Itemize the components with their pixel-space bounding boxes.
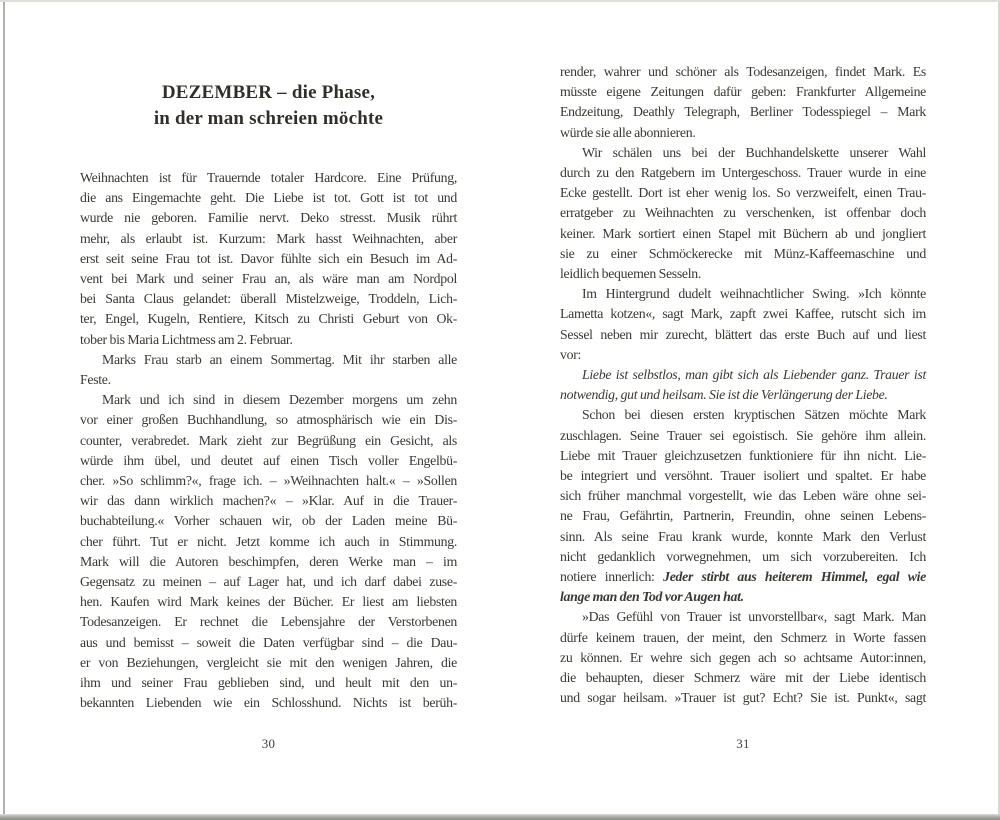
- text-line: [560, 143, 926, 163]
- text-segment: vor einer großen Buchhandlung, so atmosphärisch wie ein Dis-: [80, 412, 457, 428]
- text-line: [560, 405, 926, 425]
- text-line: [560, 82, 926, 102]
- text-segment: Mark will die Autoren beschimpfen, deren Werke man – im: [80, 553, 457, 569]
- text-line: [80, 431, 457, 451]
- text-line: [80, 511, 457, 531]
- text-line: [560, 466, 926, 486]
- text-line: [560, 203, 926, 223]
- text-segment: Todesanzeigen. Er rechnet die Lebensjahre der Verstorbenen: [80, 614, 457, 630]
- text-line: [80, 330, 457, 350]
- text-segment: ter, Engel, Kugeln, Rentiere, Kitsch zu Christi Geburt von Ok-: [80, 311, 457, 327]
- text-line: [80, 168, 457, 188]
- text-segment: aus und bemisst – soweit die Daten verfügbar sind – die Dau-: [80, 634, 457, 650]
- paragraph: [560, 284, 926, 365]
- text-segment: Marks Frau starb an einem Sommertag. Mit ihr starben alle: [102, 351, 457, 367]
- text-segment: notwendig, gut und heilsam. Sie ist die Verlängerung der Liebe.: [560, 387, 888, 403]
- text-segment: notiere innerlich:: [560, 569, 664, 585]
- text-segment: cher führt. Tut er nicht. Jetzt komme ich auch in Stimmung.: [80, 533, 457, 549]
- text-segment: Gegensatz zu meinen – auf Lager hat, und ich darf dabei zuse-: [80, 574, 457, 590]
- text-line: [560, 648, 926, 668]
- text-line: [560, 607, 926, 627]
- text-line: [560, 264, 926, 284]
- page-number-left: 30: [261, 736, 276, 751]
- text-line: [560, 325, 926, 345]
- text-segment: tober bis Maria Lichtmess am 2. Februar.: [80, 331, 293, 347]
- text-line: [560, 446, 926, 466]
- text-line: [80, 350, 457, 370]
- text-segment: counter, verabredet. Mark zieht zur Begrüßung ein Gesicht, als: [80, 432, 457, 448]
- text-segment: wurde nie geboren. Familie nervt. Deko stresst. Musik rührt: [80, 210, 457, 226]
- text-line: [80, 592, 457, 612]
- text-line: [560, 224, 926, 244]
- paragraph: [80, 168, 457, 350]
- page-edge-bottom: [0, 814, 1000, 820]
- text-line: [560, 385, 926, 405]
- text-segment: leidlich bequemen Sesseln.: [560, 266, 702, 282]
- text-segment: Liebe mit Trauer gleichzusetzen funktioniere für ihn nicht. Lie-: [560, 447, 926, 463]
- text-line: [80, 309, 457, 329]
- text-line: [560, 506, 926, 526]
- text-segment: Wir schälen uns bei der Buchhandelskette unserer Wahl: [582, 144, 926, 160]
- text-segment: Jeder stirbt aus heiterem Himmel, egal wie: [663, 569, 926, 585]
- page-edge-left: [3, 2, 5, 814]
- text-line: [560, 102, 926, 122]
- paragraph: [80, 390, 457, 713]
- page-edge-top: [0, 0, 1000, 2]
- paragraph: [560, 62, 926, 143]
- text-line: [560, 123, 926, 143]
- text-segment: nicht gedanklich vorwegnehmen, um sich vorzubereiten. Ich: [560, 548, 926, 564]
- paragraph: [560, 365, 926, 405]
- text-segment: die ans Eingemachte geht. Die Liebe ist tot. Gott ist tot und: [80, 190, 457, 206]
- text-segment: cher. »So schlimm?«, frage ich. – »Weihnachten halt.« – »Sollen: [80, 473, 457, 489]
- text-segment: mehr, als erlaubt ist. Kurzum: Mark hasst Weihnachten, aber: [80, 230, 457, 246]
- text-segment: würde ihm übel, und deutet auf einen Tisch voller Engelbü-: [80, 452, 457, 468]
- text-line: [80, 612, 457, 632]
- text-line: [80, 249, 457, 269]
- text-segment: und sogar heilsam. »Trauer ist gut? Echt? Sie ist. Punkt«, sagt: [560, 690, 926, 706]
- text-segment: bei Santa Claus gelandet: überall Mistelzweige, Troddeln, Lich-: [80, 291, 457, 307]
- text-line: [80, 390, 457, 410]
- text-line: [560, 486, 926, 506]
- text-line: [80, 552, 457, 572]
- text-segment: zuschlagen. Seine Trauer sei egoistisch. Sie gehöre ihm allein.: [560, 427, 926, 443]
- left-page-body: [80, 168, 457, 713]
- text-segment: zu können. Er wehre sich gegen ach so achtsame Autor:innen,: [560, 649, 926, 665]
- text-line: [80, 491, 457, 511]
- text-segment: Weihnachten ist für Trauernde totaler Hardcore. Eine Prüfung,: [80, 170, 457, 185]
- text-segment: be integriert und versöhnt. Trauer isoliert und spaltet. Er habe: [560, 468, 926, 484]
- text-line: [80, 572, 457, 592]
- chapter-heading-line-2: in der man schreien möchte: [153, 108, 384, 129]
- text-line: [80, 471, 457, 491]
- text-line: [80, 532, 457, 552]
- text-segment: Lametta kotzen«, sagt Mark, zapft zwei Kaffee, rutscht sich im: [560, 306, 926, 322]
- text-segment: keiner. Mark sortiert einen Stapel mit Büchern ab und jongliert: [560, 225, 926, 241]
- text-line: [80, 633, 457, 653]
- text-line: [80, 289, 457, 309]
- text-line: [80, 653, 457, 673]
- text-line: [80, 208, 457, 228]
- text-line: [560, 304, 926, 324]
- text-line: [80, 269, 457, 289]
- text-segment: durch zu den Ratgebern im Untergeschoss. Trauer wurde in eine: [560, 165, 926, 181]
- text-line: [80, 693, 457, 713]
- text-line: [560, 426, 926, 446]
- right-page-body: [560, 62, 926, 709]
- text-segment: Ecke gestellt. Dort ist eher wenig los. So verzweifelt, einen Trau-: [560, 185, 926, 201]
- text-segment: vor:: [560, 346, 582, 362]
- paragraph: [80, 350, 457, 390]
- left-page: [80, 80, 457, 713]
- text-segment: die behaupten, dieser Schmerz wäre mit der Liebe identisch: [560, 670, 926, 686]
- text-segment: Liebe ist selbstlos, man gibt sich als Liebender ganz. Trauer ist: [582, 367, 926, 383]
- text-line: [80, 188, 457, 208]
- text-segment: Endzeitung, Deathly Telegraph, Berliner Todesspiegel – Mark: [560, 104, 926, 120]
- text-segment: bekannten Liebenden wie ein Schlosshund. Nichts ist berüh-: [80, 695, 457, 711]
- text-line: [560, 587, 926, 607]
- text-line: [560, 527, 926, 547]
- text-segment: Mark und ich sind in diesem Dezember morgens um zehn: [102, 392, 457, 408]
- text-segment: »Das Gefühl von Trauer ist unvorstellbar«, sagt Mark. Man: [582, 609, 926, 625]
- text-segment: würde sie alle abonnieren.: [560, 124, 696, 140]
- paragraph: [560, 143, 926, 284]
- text-line: [80, 410, 457, 430]
- text-segment: buchabteilung.« Vorher schauen wir, ob der Laden meine Bü-: [80, 513, 457, 529]
- chapter-heading: [80, 80, 457, 132]
- text-line: [80, 673, 457, 693]
- text-segment: er von Beziehungen, vergleicht sie mit den wenigen Jahren, die: [80, 654, 457, 670]
- text-segment: Sessel neben mir zurecht, blättert das erste Buch auf und liest: [560, 326, 926, 342]
- text-line: [560, 62, 926, 82]
- text-segment: lange man den Tod vor Augen hat.: [560, 589, 744, 605]
- text-line: [560, 547, 926, 567]
- text-segment: ne Frau, Gefährtin, Partnerin, Freundin, ohne seinen Lebens-: [560, 508, 926, 524]
- text-line: [560, 365, 926, 385]
- text-line: [560, 183, 926, 203]
- text-segment: render, wahrer und schöner als Todesanzeigen, findet Mark. Es: [560, 64, 926, 79]
- text-segment: sie zu einer Schmöckerecke mit Münz-Kaffeemaschine und: [560, 245, 926, 261]
- text-segment: Im Hintergrund dudelt weihnachtlicher Swing. »Ich könnte: [582, 286, 926, 302]
- page-number-right: 31: [736, 736, 750, 751]
- text-line: [560, 284, 926, 304]
- text-segment: dürfe keinem trauen, der meint, den Schmerz in Worte fassen: [560, 629, 926, 645]
- text-segment: sich früher manchmal vorgestellt, wie das Leben wäre ohne sei-: [560, 488, 926, 504]
- text-segment: erst seit seine Frau tot ist. Davor fühlte sich ein Besuch im Ad-: [80, 250, 457, 266]
- paragraph: [560, 607, 926, 708]
- text-segment: ihm und seiner Frau geblieben sind, und heult mit den un-: [80, 675, 457, 691]
- text-segment: sinn. Als seine Frau krank wurde, konnte Mark den Verlust: [560, 528, 926, 544]
- text-segment: müsste eigene Zeitungen dafür geben: Frankfurter Allgemeine: [560, 84, 926, 100]
- text-line: [560, 244, 926, 264]
- text-segment: wir das dann wirklich machen?« – »Klar. Auf in die Trauer-: [80, 493, 457, 509]
- right-page: [560, 62, 926, 709]
- text-segment: erratgeber zu Weihnachten zu verschenken, ist offenbar doch: [560, 205, 926, 221]
- text-segment: Feste.: [80, 372, 111, 388]
- text-line: [80, 451, 457, 471]
- text-line: [560, 688, 926, 708]
- text-segment: hen. Kaufen wird Mark keines der Bücher. Er liest am liebsten: [80, 594, 457, 610]
- text-line: [560, 345, 926, 365]
- paragraph: [560, 405, 926, 607]
- text-line: [80, 229, 457, 249]
- text-line: [560, 567, 926, 587]
- text-segment: Schon bei diesen ersten kryptischen Sätzen möchte Mark: [582, 407, 926, 423]
- text-line: [560, 628, 926, 648]
- text-line: [560, 668, 926, 688]
- text-line: [560, 163, 926, 183]
- text-line: [80, 370, 457, 390]
- text-segment: vent bei Mark und seiner Frau an, als wäre man am Nordpol: [80, 271, 457, 287]
- chapter-heading-line-1: DEZEMBER – die Phase,: [161, 82, 376, 103]
